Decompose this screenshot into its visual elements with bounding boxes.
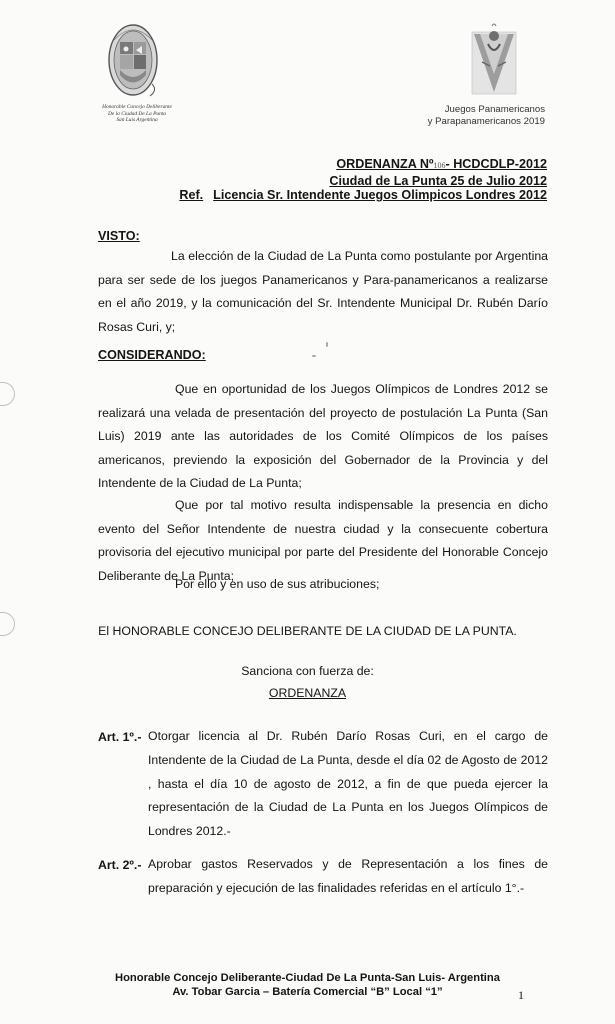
footer-line-2: Av. Tobar Garcia – Batería Comercial “B” Local “1” [172, 985, 443, 998]
sanciona-line: Sanciona con fuerza de: [241, 664, 374, 678]
ordenanza-title: ORDENANZA [268, 686, 347, 700]
reference-label: Ref. [179, 188, 204, 203]
article-2-label: Art. 2º.- [98, 858, 142, 872]
council-logo [98, 20, 178, 124]
article-1-label: Art. 1º.- [98, 730, 142, 744]
punch-hole-mark [0, 382, 15, 406]
ordinance-suffix: - HCDCDLP-2012 [445, 157, 547, 171]
considerando-text-3: Por ello y en uso de sus atribuciones; [175, 577, 380, 591]
panamerican-caption-line: Juegos Panamericanos [444, 104, 545, 115]
reference-text: Licencia Sr. Intendente Juegos Olimpicos Londres 2012 [213, 188, 547, 203]
visto-paragraph [98, 245, 548, 339]
ordinance-prefix: ORDENANZA Nº [336, 157, 434, 171]
council-logo-caption-line: Honorable Concejo Deliberante [102, 104, 172, 110]
ordinance-heading [179, 157, 547, 203]
council-seal-logo [100, 20, 170, 102]
panamerican-caption-line: y Parapanamericanos 2019 [427, 116, 545, 127]
considerando-title: CONSIDERANDO: [98, 348, 206, 362]
article-2-text: Aprobar gastos Reservados y de Representación a los fines de preparación y ejecución de las finalidades referidas en el artículo 1°.- [148, 857, 548, 895]
considerando-paragraph-1 [98, 378, 548, 496]
council-logo-caption-line: San Luis Argentina [116, 117, 158, 124]
council-logo-caption-line: De la Ciudad De La Punta [108, 110, 166, 117]
reference-line [179, 188, 547, 203]
scan-speck [312, 355, 316, 357]
date-line: Ciudad de La Punta 25 de Julio 2012 [329, 173, 547, 188]
article-1-text: Otorgar licencia al Dr. Rubén Darío Rosas Curi, en el cargo de Intendente de la Ciudad de La Punta, desde el día 02 de Agosto de 2012 , hasta el día 10 de agosto de 2012, a fin de que pueda ejercer la representación de la Ciudad de La Punta en los Juegos Olímpicos de Londres 2012.- [148, 729, 548, 839]
panamerican-games-logo [470, 22, 518, 102]
considerando-text-1: Que en oportunidad de los Juegos Olímpicos de Londres 2012 se realizará una velada de presentación del proyecto de postulación La Punta (San Luis) 2019 ante las autoridades de los Comité Olímpicos de los países americanos, previendo la exposición del Gobernador de la Provincia y del Intendente de la Ciudad de La Punta; [98, 382, 548, 490]
considerando-text-2: Que por tal motivo resulta indispensable la presencia en dicho evento del Señor Intendente de nuestra ciudad y la consecuente cobertura provisoria del ejecutivo municipal por parte del Presidente del Honorable Concejo Deliberante de La Punta; [98, 498, 548, 583]
footer-line-1: Honorable Concejo Deliberante-Ciudad De La Punta-San Luis- Argentina [115, 972, 500, 984]
visto-title: VISTO: [98, 229, 140, 243]
ordinance-number: 106 [433, 161, 446, 170]
scan-speck [326, 342, 328, 347]
considerando-paragraph-3 [98, 573, 548, 597]
visto-text: La elección de la Ciudad de La Punta como postulante por Argentina para ser sede de los juegos Panamericanos y Para-panamericanos a realizarse en el año 2019, y la comunicación del Sr. Intendente Municipal Dr. Rubén Darío Rosas Curi, y; [98, 249, 548, 334]
page-number: 1 [518, 988, 524, 1002]
council-statement: El HONORABLE CONCEJO DELIBERANTE DE LA CIUDAD DE LA PUNTA. [98, 624, 517, 638]
panamerican-logo-caption [428, 104, 545, 128]
panamerican-logo [470, 22, 518, 107]
ordinance-number-line [179, 157, 547, 174]
